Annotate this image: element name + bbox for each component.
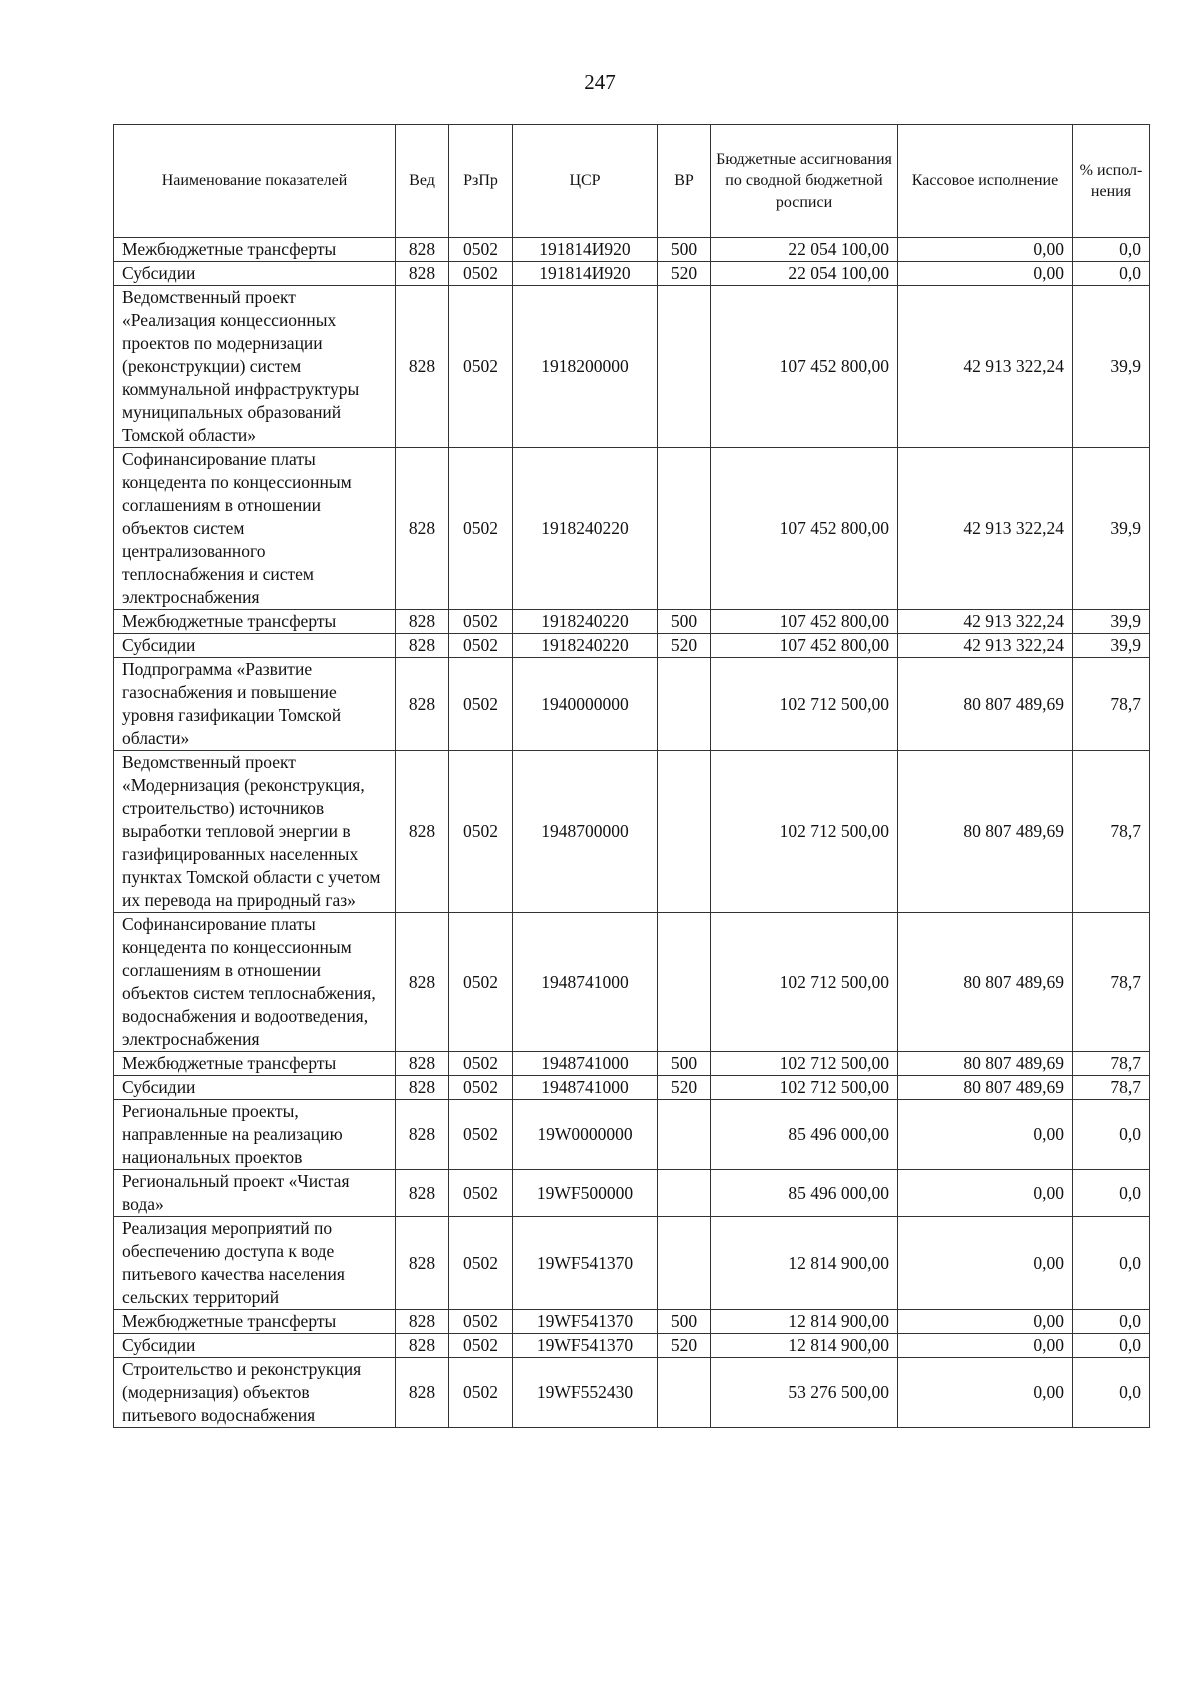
header-rzpr: РзПр xyxy=(449,125,513,238)
row-percent: 78,7 xyxy=(1073,913,1150,1052)
row-budget: 12 814 900,00 xyxy=(711,1310,898,1334)
row-percent: 0,0 xyxy=(1073,1358,1150,1428)
row-name: Софинансирование платы концедента по концессионным соглашениям в отношении объектов систем теплоснабжения, водоснабжения и водоотведения, электроснабжения xyxy=(114,913,396,1052)
row-csr: 1918240220 xyxy=(513,448,658,610)
row-ved: 828 xyxy=(396,262,449,286)
row-vr xyxy=(658,1217,711,1310)
row-budget: 22 054 100,00 xyxy=(711,262,898,286)
row-ved: 828 xyxy=(396,238,449,262)
row-ved: 828 xyxy=(396,634,449,658)
header-vr: ВР xyxy=(658,125,711,238)
table-row xyxy=(114,610,1150,634)
table-row xyxy=(114,1217,1150,1310)
table-row xyxy=(114,913,1150,1052)
row-csr: 1948741000 xyxy=(513,1052,658,1076)
row-percent: 0,0 xyxy=(1073,262,1150,286)
row-rzpr: 0502 xyxy=(449,1217,513,1310)
row-percent: 0,0 xyxy=(1073,1310,1150,1334)
table-header-row xyxy=(114,125,1150,238)
row-csr: 1948741000 xyxy=(513,1076,658,1100)
budget-table xyxy=(113,124,1150,1428)
row-percent: 0,0 xyxy=(1073,1100,1150,1170)
row-budget: 102 712 500,00 xyxy=(711,1076,898,1100)
row-budget: 12 814 900,00 xyxy=(711,1217,898,1310)
row-percent: 0,0 xyxy=(1073,238,1150,262)
header-ved: Вед xyxy=(396,125,449,238)
table-row xyxy=(114,448,1150,610)
row-vr xyxy=(658,1170,711,1217)
row-rzpr: 0502 xyxy=(449,658,513,751)
row-budget: 107 452 800,00 xyxy=(711,286,898,448)
row-percent: 0,0 xyxy=(1073,1334,1150,1358)
table-row xyxy=(114,1052,1150,1076)
row-name: Софинансирование платы концедента по концессионным соглашениям в отношении объектов систем централизованного теплоснабжения и систем электроснабжения xyxy=(114,448,396,610)
row-vr: 500 xyxy=(658,610,711,634)
row-rzpr: 0502 xyxy=(449,1100,513,1170)
row-percent: 39,9 xyxy=(1073,610,1150,634)
row-csr: 19WF541370 xyxy=(513,1310,658,1334)
row-ved: 828 xyxy=(396,1076,449,1100)
row-execution: 0,00 xyxy=(898,1334,1073,1358)
row-csr: 191814И920 xyxy=(513,238,658,262)
row-budget: 107 452 800,00 xyxy=(711,448,898,610)
row-rzpr: 0502 xyxy=(449,1052,513,1076)
row-name: Межбюджетные трансферты xyxy=(114,1310,396,1334)
header-name: Наименование показателей xyxy=(114,125,396,238)
row-ved: 828 xyxy=(396,1358,449,1428)
row-name: Субсидии xyxy=(114,1334,396,1358)
row-execution: 80 807 489,69 xyxy=(898,913,1073,1052)
row-csr: 19WF552430 xyxy=(513,1358,658,1428)
row-rzpr: 0502 xyxy=(449,1334,513,1358)
row-budget: 107 452 800,00 xyxy=(711,634,898,658)
row-rzpr: 0502 xyxy=(449,1310,513,1334)
row-ved: 828 xyxy=(396,1170,449,1217)
row-execution: 0,00 xyxy=(898,1310,1073,1334)
row-csr: 1918240220 xyxy=(513,634,658,658)
row-execution: 0,00 xyxy=(898,1358,1073,1428)
row-ved: 828 xyxy=(396,751,449,913)
row-csr: 19WF541370 xyxy=(513,1334,658,1358)
row-budget: 102 712 500,00 xyxy=(711,658,898,751)
row-budget: 102 712 500,00 xyxy=(711,1052,898,1076)
table-row xyxy=(114,1358,1150,1428)
row-vr xyxy=(658,448,711,610)
row-budget: 107 452 800,00 xyxy=(711,610,898,634)
row-execution: 0,00 xyxy=(898,262,1073,286)
row-csr: 191814И920 xyxy=(513,262,658,286)
row-name: Субсидии xyxy=(114,634,396,658)
row-csr: 1948741000 xyxy=(513,913,658,1052)
table-row xyxy=(114,1310,1150,1334)
row-vr: 500 xyxy=(658,238,711,262)
row-execution: 0,00 xyxy=(898,1100,1073,1170)
row-vr: 520 xyxy=(658,634,711,658)
row-name: Подпрограмма «Развитие газоснабжения и повышение уровня газификации Томской области» xyxy=(114,658,396,751)
row-ved: 828 xyxy=(396,913,449,1052)
table-row xyxy=(114,658,1150,751)
row-execution: 0,00 xyxy=(898,238,1073,262)
row-percent: 0,0 xyxy=(1073,1217,1150,1310)
table-body xyxy=(114,238,1150,1428)
row-budget: 12 814 900,00 xyxy=(711,1334,898,1358)
row-vr: 500 xyxy=(658,1052,711,1076)
table-row xyxy=(114,286,1150,448)
row-rzpr: 0502 xyxy=(449,286,513,448)
row-execution: 42 913 322,24 xyxy=(898,610,1073,634)
row-name: Ведомственный проект «Реализация концессионных проектов по модернизации (реконструкции) систем коммунальной инфраструктуры муниципальных образований Томской области» xyxy=(114,286,396,448)
row-csr: 1940000000 xyxy=(513,658,658,751)
row-percent: 78,7 xyxy=(1073,658,1150,751)
row-vr: 520 xyxy=(658,1076,711,1100)
row-csr: 19WF541370 xyxy=(513,1217,658,1310)
row-ved: 828 xyxy=(396,448,449,610)
row-rzpr: 0502 xyxy=(449,1170,513,1217)
row-ved: 828 xyxy=(396,658,449,751)
row-csr: 1948700000 xyxy=(513,751,658,913)
table-row xyxy=(114,1170,1150,1217)
row-percent: 39,9 xyxy=(1073,634,1150,658)
row-percent: 39,9 xyxy=(1073,448,1150,610)
row-ved: 828 xyxy=(396,1217,449,1310)
row-percent: 78,7 xyxy=(1073,1076,1150,1100)
row-execution: 42 913 322,24 xyxy=(898,286,1073,448)
header-csr: ЦСР xyxy=(513,125,658,238)
header-percent: % испол-нения xyxy=(1073,125,1150,238)
row-rzpr: 0502 xyxy=(449,634,513,658)
row-budget: 22 054 100,00 xyxy=(711,238,898,262)
row-ved: 828 xyxy=(396,610,449,634)
row-ved: 828 xyxy=(396,1310,449,1334)
row-rzpr: 0502 xyxy=(449,751,513,913)
header-budget: Бюджетные ассигнования по сводной бюджетной росписи xyxy=(711,125,898,238)
row-budget: 85 496 000,00 xyxy=(711,1100,898,1170)
page-number: 247 xyxy=(584,70,616,94)
row-csr: 1918200000 xyxy=(513,286,658,448)
row-rzpr: 0502 xyxy=(449,610,513,634)
row-vr: 500 xyxy=(658,1310,711,1334)
table-row xyxy=(114,751,1150,913)
row-name: Межбюджетные трансферты xyxy=(114,238,396,262)
row-name: Субсидии xyxy=(114,1076,396,1100)
row-execution: 42 913 322,24 xyxy=(898,634,1073,658)
row-vr xyxy=(658,751,711,913)
row-rzpr: 0502 xyxy=(449,262,513,286)
row-execution: 80 807 489,69 xyxy=(898,658,1073,751)
row-execution: 0,00 xyxy=(898,1170,1073,1217)
row-percent: 78,7 xyxy=(1073,1052,1150,1076)
row-vr: 520 xyxy=(658,262,711,286)
table-row xyxy=(114,262,1150,286)
row-budget: 102 712 500,00 xyxy=(711,751,898,913)
row-vr xyxy=(658,286,711,448)
row-ved: 828 xyxy=(396,1334,449,1358)
row-execution: 0,00 xyxy=(898,1217,1073,1310)
row-ved: 828 xyxy=(396,1052,449,1076)
row-name: Межбюджетные трансферты xyxy=(114,610,396,634)
table-row xyxy=(114,1100,1150,1170)
row-vr xyxy=(658,913,711,1052)
row-rzpr: 0502 xyxy=(449,448,513,610)
row-rzpr: 0502 xyxy=(449,238,513,262)
row-name: Региональный проект «Чистая вода» xyxy=(114,1170,396,1217)
row-name: Межбюджетные трансферты xyxy=(114,1052,396,1076)
row-rzpr: 0502 xyxy=(449,1358,513,1428)
row-ved: 828 xyxy=(396,286,449,448)
row-name: Ведомственный проект «Модернизация (реконструкция, строительство) источников выработки тепловой энергии в газифицированных населенных пунктах Томской области с учетом их перевода на природный газ» xyxy=(114,751,396,913)
row-percent: 78,7 xyxy=(1073,751,1150,913)
row-execution: 80 807 489,69 xyxy=(898,1052,1073,1076)
row-percent: 39,9 xyxy=(1073,286,1150,448)
row-ved: 828 xyxy=(396,1100,449,1170)
row-vr xyxy=(658,1358,711,1428)
row-rzpr: 0502 xyxy=(449,1076,513,1100)
row-percent: 0,0 xyxy=(1073,1170,1150,1217)
row-csr: 19W0000000 xyxy=(513,1100,658,1170)
row-budget: 85 496 000,00 xyxy=(711,1170,898,1217)
row-vr xyxy=(658,1100,711,1170)
table-row xyxy=(114,238,1150,262)
table-row xyxy=(114,1334,1150,1358)
row-name: Реализация мероприятий по обеспечению доступа к воде питьевого качества населения сельских территорий xyxy=(114,1217,396,1310)
table-row xyxy=(114,634,1150,658)
row-name: Субсидии xyxy=(114,262,396,286)
row-execution: 80 807 489,69 xyxy=(898,751,1073,913)
row-name: Региональные проекты, направленные на реализацию национальных проектов xyxy=(114,1100,396,1170)
table-row xyxy=(114,1076,1150,1100)
row-budget: 102 712 500,00 xyxy=(711,913,898,1052)
header-execution: Кассовое исполнение xyxy=(898,125,1073,238)
row-vr xyxy=(658,658,711,751)
row-execution: 42 913 322,24 xyxy=(898,448,1073,610)
row-vr: 520 xyxy=(658,1334,711,1358)
row-csr: 19WF500000 xyxy=(513,1170,658,1217)
row-csr: 1918240220 xyxy=(513,610,658,634)
row-execution: 80 807 489,69 xyxy=(898,1076,1073,1100)
row-budget: 53 276 500,00 xyxy=(711,1358,898,1428)
row-rzpr: 0502 xyxy=(449,913,513,1052)
row-name: Строительство и реконструкция (модернизация) объектов питьевого водоснабжения xyxy=(114,1358,396,1428)
